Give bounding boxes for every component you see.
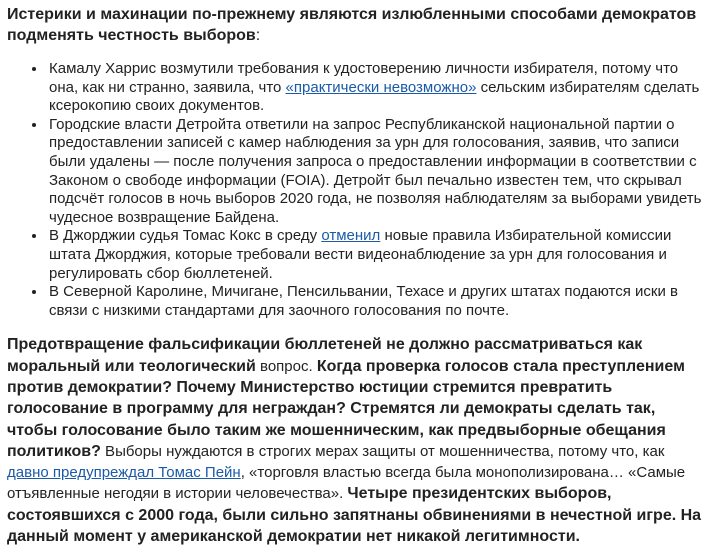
fraud-examples-list <box>7 60 709 320</box>
plain-text: Выборы нуждаются в строгих мерах защиты от мошенничества, потому что, как <box>100 442 665 460</box>
plain-text: , «торговля властью всегда была монополизирована… «Самые отъявленные негодяи в истории человечества». <box>7 464 686 503</box>
lead-paragraph <box>7 4 709 46</box>
article-body <box>0 4 723 547</box>
lead-colon: : <box>255 27 261 44</box>
body-paragraph <box>7 334 709 547</box>
bold-text: Предотвращение фальсификации бюллетеней не должно рассматриваться как моральный или теологический <box>7 336 643 375</box>
list-item-text: В Северной Каролине, Мичигане, Пенсильвании, Техасе и других штатах подаются иски в связи с низкими стандартами для заочного голосования по почте. <box>49 283 678 319</box>
bold-text: Когда проверка голосов стала преступлением против демократии? Почему Министерство юстиции стремится превратить голосование в программу для неграждан? Стремятся ли демократы сделать так, чтобы голосование было таким же мошенническим, как предвыборные обещания политиков? <box>7 357 685 460</box>
list-item-text: новые правила Избирательной комиссии штата Джорджия, которые требовали вести видеонаблюдение за урн для голосования и регулировать сбор бюллетеней. <box>49 227 672 282</box>
list-item-lawsuits <box>47 283 709 320</box>
practically-impossible-link[interactable]: «практически невозможно» <box>285 78 477 96</box>
list-item-text: В Джорджии судья Томас Кокс в среду <box>49 227 322 245</box>
overturned-link[interactable]: отменил <box>321 227 381 245</box>
list-item-georgia <box>47 227 709 283</box>
list-item-text: Камалу Харрис возмутили требования к удостоверению личности избирателя, потому что она, как ни странно, заявила, что <box>49 60 679 96</box>
list-item-text: Городские власти Детройта ответили на запрос Республиканской национальной партии о предоставлении записей с камер наблюдения за урн для голосования, заявив, что записи были удалены — после получения запроса о предоставлении информации в соответствии с Законом о свободе информации (FOIA). Детройт был печально известен тем, что скрывал подсчёт голосов в ночь выборов 2020 года, не позволяя наблюдателям за выборами увидеть чудесное возвращение Байдена. <box>49 115 702 226</box>
list-item-text: сельским избирателям сделать ксерокопию своих документов. <box>49 78 700 115</box>
list-item-detroit <box>47 116 709 228</box>
lead-bold-text: Истерики и махинации по-прежнему являются излюбленными способами демократов подменять честность выборов <box>7 6 697 44</box>
plain-text: вопрос. <box>255 357 317 375</box>
bold-text: Четыре президентских выборов, состоявшихся с 2000 года, были сильно запятнаны обвинениями в нечестной игре. На данный момент у американской демократии нет никакой легитимности. <box>7 485 702 545</box>
thomas-paine-link[interactable]: давно предупреждал Томас Пейн <box>7 464 241 482</box>
list-item-harris <box>47 60 709 116</box>
